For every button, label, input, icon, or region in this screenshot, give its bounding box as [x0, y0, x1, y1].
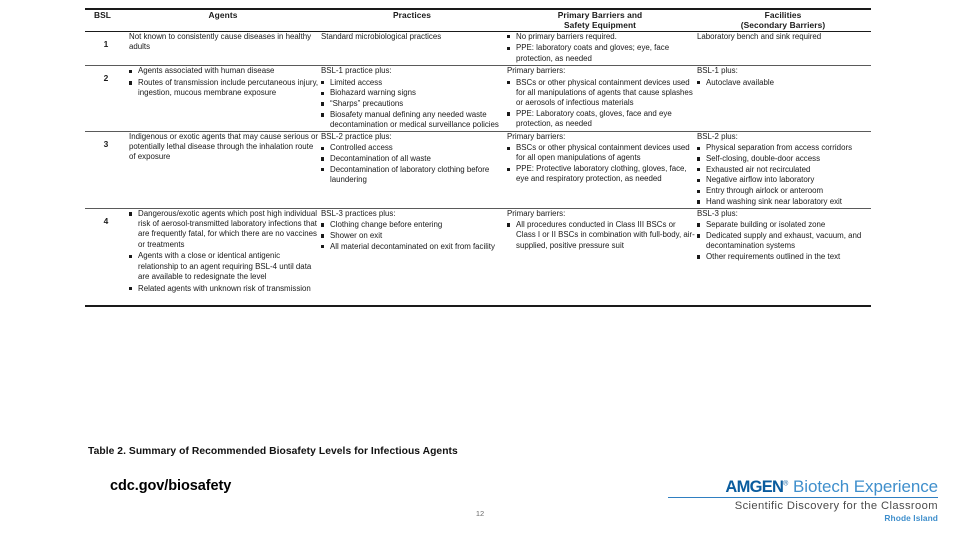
- cell-lead-text: Primary barriers:: [507, 208, 566, 218]
- bullet-item: PPE: Protective laboratory clothing, gloves, face, eye and respiratory protection, as needed: [507, 164, 695, 185]
- cell-paragraph: Indigenous or exotic agents that may cause serious or potentially lethal disease through the inhalation route of exposure: [129, 131, 319, 162]
- bullet-item: Physical separation from access corridors: [697, 143, 871, 153]
- column-header-facilities-line2: (Secondary Barriers): [740, 20, 826, 31]
- table-row: [85, 131, 871, 208]
- bullet-item: Routes of transmission include percutaneous injury, ingestion, mucous membrane exposure: [129, 78, 319, 99]
- table-row: [85, 208, 871, 306]
- cell-practices: [319, 208, 505, 306]
- bullet-item: Clothing change before entering: [321, 220, 505, 230]
- bullet-item: BSCs or other physical containment devices used for all open manipulations of agents: [507, 143, 695, 164]
- cell-paragraph: Laboratory bench and sink required: [697, 31, 822, 41]
- cell-bullet-list: [507, 78, 695, 130]
- cell-bullet-list: [321, 78, 505, 131]
- bullet-item: Biosafety manual defining any needed waste decontamination or medical surveillance policies: [321, 110, 505, 131]
- bullet-item: Other requirements outlined in the text: [697, 252, 871, 262]
- table-caption: Table 2. Summary of Recommended Biosafety Levels for Infectious Agents: [88, 446, 458, 457]
- bullet-item: Shower on exit: [321, 231, 505, 241]
- bullet-item: BSCs or other physical containment devices used for all manipulations of agents that cause splashes or aerosols of infectious materials: [507, 78, 695, 109]
- cell-lead-text: BSL-3 practices plus:: [321, 208, 396, 218]
- cell-agents: [127, 66, 319, 132]
- bullet-item: Limited access: [321, 78, 505, 88]
- column-header-primary-barriers: [505, 9, 695, 31]
- bullet-item: Autoclave available: [697, 78, 871, 88]
- cell-practices: [319, 131, 505, 208]
- cell-lead-text: BSL-2 plus:: [697, 131, 738, 141]
- cell-bsl-level: 2: [103, 73, 109, 84]
- cell-agents: [127, 131, 319, 208]
- cell-lead-text: Primary barriers:: [507, 66, 566, 76]
- logo-affiliate: Rhode Island: [884, 513, 938, 524]
- cell-bullet-list: [697, 143, 871, 207]
- cell-bsl-level: 3: [103, 138, 109, 149]
- biotech-experience-text: Biotech Experience: [793, 477, 938, 496]
- bullet-item: Entry through airlock or anteroom: [697, 186, 871, 196]
- cell-paragraph: Not known to consistently cause diseases in healthy adults: [129, 31, 312, 51]
- biosafety-levels-table: [85, 8, 871, 307]
- column-header-bsl: BSL: [94, 10, 112, 20]
- registered-trademark-icon: ®: [783, 480, 789, 488]
- bullet-item: Dangerous/exotic agents which post high individual risk of aerosol-transmitted laboratory infections that are frequently fatal, for which there are no vaccines or treatments: [129, 209, 319, 250]
- bullet-item: All procedures conducted in Class III BSCs or Class I or II BSCs in combination with full-body, air-supplied, positive pressure suit: [507, 220, 695, 251]
- cell-bullet-list: [507, 143, 695, 185]
- bullet-item: Decontamination of all waste: [321, 154, 505, 164]
- cell-barriers: [505, 31, 695, 66]
- cell-bsl-level: 4: [85, 208, 127, 306]
- cell-lead-text: BSL-1 practice plus:: [321, 66, 392, 76]
- cdc-url-text: cdc.gov/biosafety: [110, 478, 232, 494]
- cell-facilities: [695, 66, 871, 132]
- bullet-item: Agents with a close or identical antigenic relationship to an agent requiring BSL-4 until data are available to redesignate the level: [129, 251, 319, 282]
- cell-bullet-list: [129, 66, 319, 98]
- cell-practices: [319, 31, 505, 66]
- bullet-item: Decontamination of laboratory clothing before laundering: [321, 165, 505, 186]
- bullet-item: All material decontaminated on exit from facility: [321, 242, 505, 252]
- cell-bullet-list: [321, 143, 505, 185]
- column-header-facilities: [695, 9, 871, 31]
- cell-lead-text: BSL-3 plus:: [697, 208, 738, 218]
- bullet-item: Separate building or isolated zone: [697, 220, 871, 230]
- cell-bullet-list: [321, 220, 505, 252]
- table-row: [85, 31, 871, 66]
- bullet-item: Negative airflow into laboratory: [697, 175, 871, 185]
- cell-facilities: [695, 31, 871, 66]
- cell-bullet-list: [697, 220, 871, 262]
- logo-tagline: Scientific Discovery for the Classroom: [734, 500, 938, 513]
- bullet-item: Biohazard warning signs: [321, 88, 505, 98]
- cell-lead-text: Primary barriers:: [507, 131, 566, 141]
- biosafety-table-figure: [85, 8, 871, 307]
- cell-lead-text: BSL-1 plus:: [697, 66, 738, 76]
- bullet-item: Related agents with unknown risk of transmission: [129, 284, 319, 294]
- cell-barriers: [505, 131, 695, 208]
- bullet-item: PPE: Laboratory coats, gloves, face and eye protection, as needed: [507, 109, 695, 130]
- cell-lead-text: BSL-2 practice plus:: [321, 131, 392, 141]
- cell-facilities: [695, 208, 871, 306]
- cell-bullet-list: [129, 209, 319, 294]
- cell-bsl-level: 1: [103, 38, 109, 49]
- amgen-wordmark: AMGEN: [725, 478, 784, 496]
- bullet-item: Self-closing, double-door access: [697, 154, 871, 164]
- table-header: [85, 9, 871, 31]
- bullet-item: Controlled access: [321, 143, 505, 153]
- cell-agents: [127, 31, 319, 66]
- column-header-practices: Practices: [392, 10, 431, 20]
- bullet-item: Agents associated with human disease: [129, 66, 319, 76]
- column-header-primary-barriers-line2: Safety Equipment: [563, 20, 637, 31]
- column-header-agents: Agents: [208, 10, 238, 20]
- cell-bullet-list: [697, 78, 871, 88]
- page-number: 12: [475, 509, 485, 518]
- table-body: [85, 31, 871, 306]
- bullet-item: Exhausted air not recirculated: [697, 165, 871, 175]
- bullet-item: PPE: laboratory coats and gloves; eye, face protection, as needed: [507, 43, 695, 64]
- bullet-item: Dedicated supply and exhaust, vacuum, and decontamination systems: [697, 231, 871, 252]
- amgen-biotech-experience-logo: [668, 478, 938, 523]
- column-header-primary-barriers-line1: Primary Barriers and: [557, 10, 643, 20]
- bullet-item: No primary barriers required.: [507, 32, 695, 42]
- bullet-item: “Sharps” precautions: [321, 99, 505, 109]
- table-row: [85, 66, 871, 132]
- cell-bullet-list: [507, 220, 695, 251]
- cell-agents: [127, 208, 319, 306]
- bullet-item: Hand washing sink near laboratory exit: [697, 197, 871, 207]
- table-header-row: [85, 9, 871, 31]
- cell-practices: [319, 66, 505, 132]
- column-header-facilities-line1: Facilities: [764, 10, 802, 20]
- cell-barriers: [505, 66, 695, 132]
- cell-facilities: [695, 131, 871, 208]
- cell-barriers: [505, 208, 695, 306]
- cell-paragraph: Standard microbiological practices: [321, 31, 442, 41]
- logo-primary-line: [668, 478, 938, 498]
- cell-bullet-list: [507, 32, 695, 64]
